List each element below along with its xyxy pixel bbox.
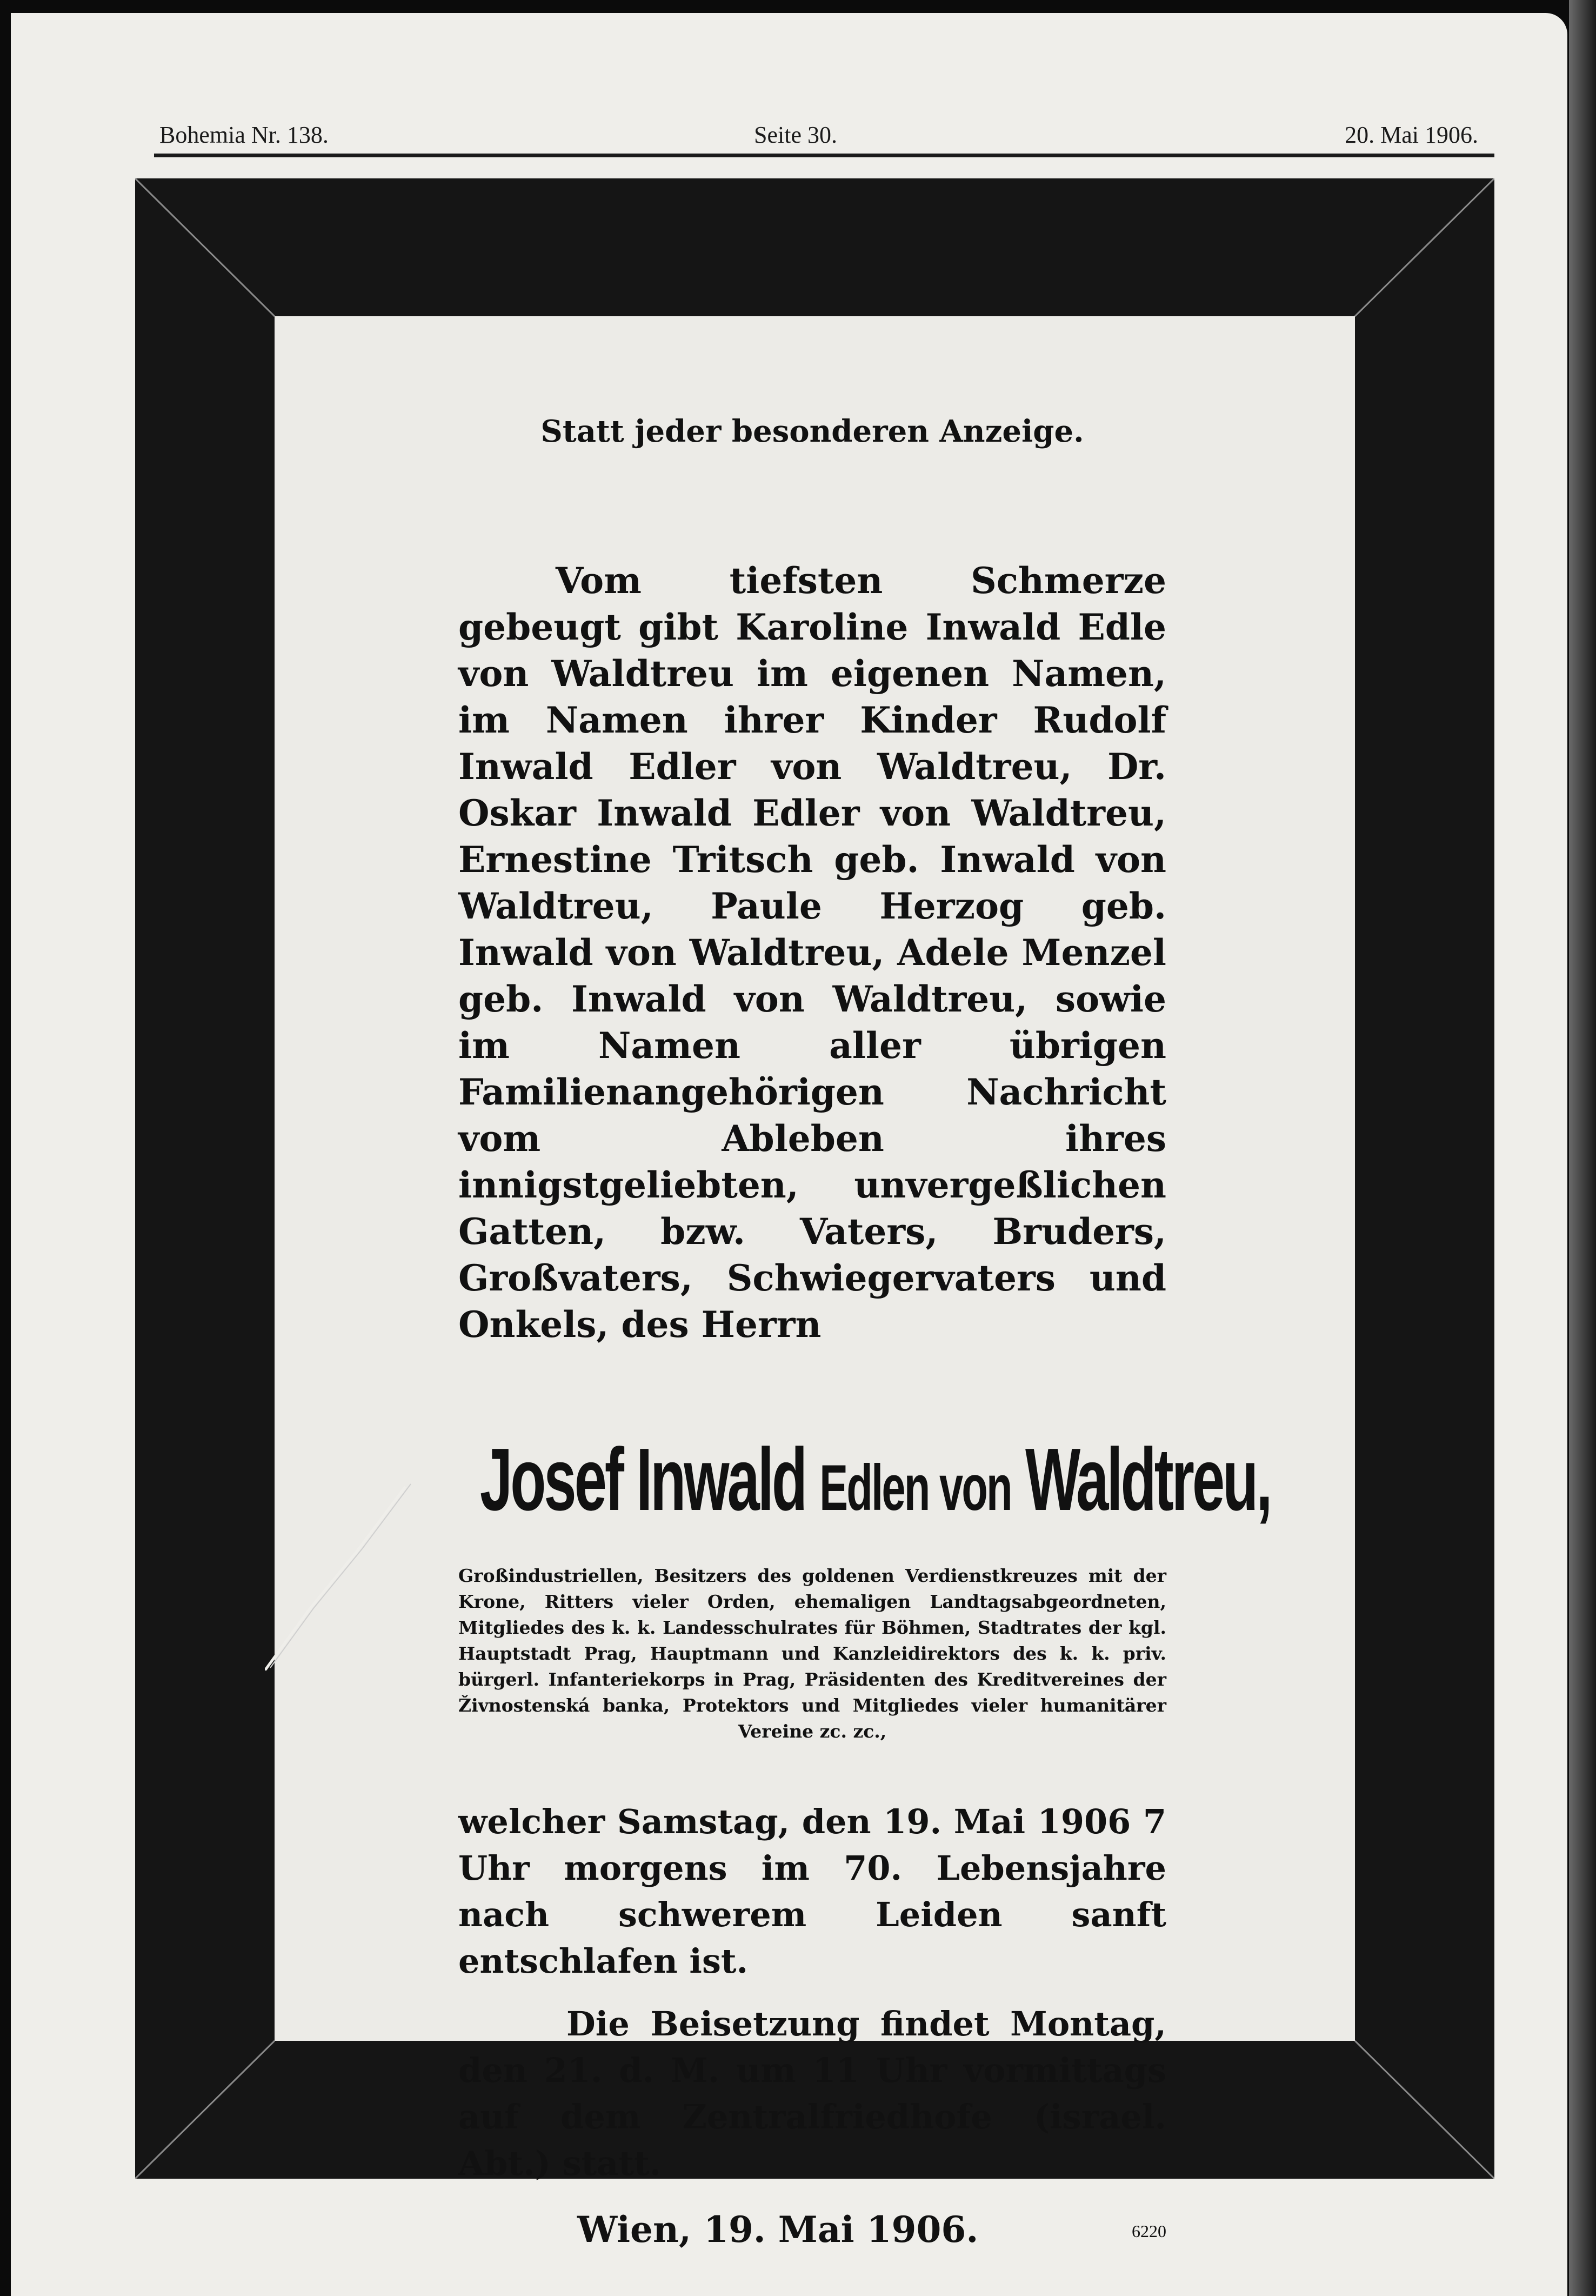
announcement-text: Vom tiefsten Schmerze gebeugt gibt Karoline Inwald Edle von Waldtreu im eigenen Namen, im Namen ihrer Kinder Rudolf Inwald Edler von Waldtreu, Dr. Oskar Inwald Edler von Waldtreu, Ernestine Tritsch geb. Inwald von Waldtreu, Paule Herzog geb. Inwald von Waldtreu, Adele Menzel geb. Inwald von Waldtreu, sowie im Namen aller übrigen Familienangehörigen Nachricht vom Ableben ihres innigstgeliebten, unvergeßlichen Gatten, bzw. Vaters, Bruders, Großvaters, Schwiegervaters und Onkels, des Herrn xyxy=(458,560,1166,1346)
mourning-frame xyxy=(135,178,1494,2251)
deceased-name-last: Waldtreu, xyxy=(1025,1430,1271,1529)
obituary-panel xyxy=(275,316,1355,2251)
page-header xyxy=(159,121,1478,154)
notice-heading: Statt jeder besonderen Anzeige. xyxy=(540,414,1084,449)
deceased-name-first: Josef Inwald xyxy=(480,1430,806,1529)
scan-edge xyxy=(486,0,1596,13)
header-publication: Bohemia Nr. 138. xyxy=(159,122,329,148)
deceased-name xyxy=(480,1429,1271,1530)
death-text: welcher Samstag, den 19. Mai 1906 7 Uhr morgens im 70. Lebensjahre nach schwerem Leiden sanft entschlafen ist. xyxy=(458,1802,1166,1981)
header-date: 20. Mai 1906. xyxy=(1345,122,1478,148)
header-rule xyxy=(154,154,1494,157)
place-and-date: Wien, 19. Mai 1906. xyxy=(577,2208,979,2251)
book-spine-shadow xyxy=(1569,0,1596,2296)
paper-crease xyxy=(265,1476,427,1671)
header-page-number: Seite 30. xyxy=(754,122,837,148)
signature-row xyxy=(458,2208,1166,2262)
deceased-name-title: Edlen von xyxy=(819,1452,1011,1524)
deceased-titles: Großindustriellen, Besitzers des goldenen Verdienstkreuzes mit der Krone, Ritters vieler Orden, ehemaligen Landtagsabgeordneten, Mitgliedes des k. k. Landesschulrates für Böhmen, Stadtrates der kgl. Hauptstadt Prag, Hauptmann und Kanzleidirektors des k. k. priv. bürgerl. Infanteriekorps in Prag, Präsidenten des Kreditvereines der Živnostenská banka, Protektors und Mitgliedes vieler humanitärer Vereine zc. zc., xyxy=(458,1565,1166,1742)
obituary-content xyxy=(458,414,1271,2262)
funeral-text: Die Beisetzung findet Montag, den 21. d. M. um 11 Uhr vormittags auf dem Zentralfriedhofe (israel. Abt.) statt. xyxy=(458,2004,1166,2183)
ad-reference-number: 6220 xyxy=(1132,2221,1166,2241)
